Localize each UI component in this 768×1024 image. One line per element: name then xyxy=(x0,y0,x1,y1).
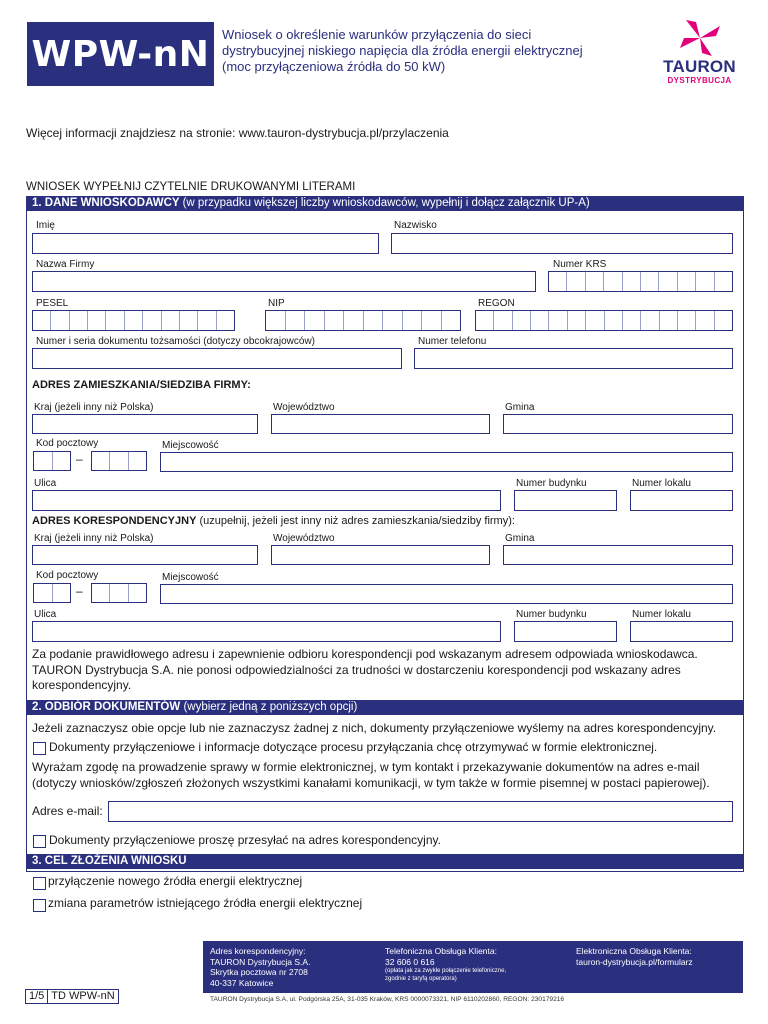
nazwa-firmy-label: Nazwa Firmy xyxy=(36,259,95,270)
section-1-title: 1. DANE WNIOSKODAWCY xyxy=(32,197,180,209)
form-title-line-1: Wniosek o określenie warunków przyłączenia do sieci xyxy=(222,27,532,42)
kod-pocztowy-part2[interactable] xyxy=(91,451,147,471)
kor-ulica-label: Ulica xyxy=(34,609,57,620)
section-2-title: 2. ODBIÓR DOKUMENTÓW xyxy=(32,701,181,713)
change-source-checkbox[interactable] xyxy=(33,899,46,912)
imie-input[interactable] xyxy=(32,233,379,254)
page-indicator xyxy=(25,989,119,1004)
footer-phone-note-1: (opłata jak za zwykłe połączenie telefoniczne, xyxy=(385,968,507,974)
kor-wojewodztwo-label: Województwo xyxy=(273,533,335,544)
ulica-label: Ulica xyxy=(34,478,57,489)
kor-kod-pocztowy-label: Kod pocztowy xyxy=(36,570,99,581)
nip-label: NIP xyxy=(268,298,285,309)
kod-pocztowy-part1[interactable] xyxy=(33,451,71,471)
kor-gmina-input[interactable] xyxy=(503,545,733,565)
miejscowosc-label: Miejscowość xyxy=(162,440,219,451)
form-title xyxy=(222,27,612,75)
form-title-line-2: dystrybucyjnej niskiego napięcia dla źródła energii elektrycznej xyxy=(222,43,583,58)
adres-korespondencyjny-note: (uzupełnij, jeżeli jest inny niż adres zamieszkania/siedziby firmy): xyxy=(199,515,515,527)
miejscowosc-input[interactable] xyxy=(160,452,733,472)
form-title-line-3: (moc przyłączeniowa źródła do 50 kW) xyxy=(222,59,446,74)
footer-address-line-3: 40-337 Katowice xyxy=(210,977,274,988)
kor-nr-lokalu-label: Numer lokalu xyxy=(632,609,691,620)
kor-kod-pocztowy-part1[interactable] xyxy=(33,583,71,603)
new-source-checkbox[interactable] xyxy=(33,877,46,890)
dokument-label: Numer i seria dokumentu tożsamości (dotyczy obcokrajowców) xyxy=(36,336,315,347)
footer-address-line-2: Skrytka pocztowa nr 2708 xyxy=(210,967,308,977)
nazwa-firmy-input[interactable] xyxy=(32,271,536,292)
section-3-title: 3. CEL ZŁOŻENIA WNIOSKU xyxy=(32,855,187,867)
electronic-docs-checkbox[interactable] xyxy=(33,742,46,755)
kor-kraj-label: Kraj (jeżeli inny niż Polska) xyxy=(34,533,154,544)
kor-kod-pocztowy-dash: – xyxy=(76,584,83,598)
nr-lokalu-input[interactable] xyxy=(630,490,733,511)
footer-phone xyxy=(385,946,506,983)
dokument-input[interactable] xyxy=(32,348,402,369)
kor-gmina-label: Gmina xyxy=(505,533,535,544)
footer-address-line-1: TAURON Dystrybucja S.A. xyxy=(210,956,311,967)
tauron-logo-icon xyxy=(676,18,724,58)
footer-address-title: Adres korespondencyjny: xyxy=(210,946,306,956)
footer-legal-text: TAURON Dystrybucja S.A, ul. Podgórska 25A, 31-035 Kraków, KRS 0000073321, NIP 6110202860, REGON: 230179216 xyxy=(210,996,565,1003)
nazwisko-label: Nazwisko xyxy=(394,220,437,231)
nr-budynku-label: Numer budynku xyxy=(516,478,587,489)
section-3-header xyxy=(26,854,744,869)
kraj-input[interactable] xyxy=(32,414,258,434)
kod-pocztowy-dash: – xyxy=(76,452,83,466)
adres-zamieszkania-heading: ADRES ZAMIESZKANIA/SIEDZIBA FIRMY: xyxy=(32,379,251,391)
nr-lokalu-label: Numer lokalu xyxy=(632,478,691,489)
pesel-label: PESEL xyxy=(36,298,69,309)
wojewodztwo-input[interactable] xyxy=(271,414,490,434)
section-1-header xyxy=(26,196,744,211)
gmina-input[interactable] xyxy=(503,414,733,434)
electronic-docs-label: Dokumenty przyłączeniowe i informacje dotyczące procesu przyłączania chcę otrzymywać w formie elektronicznej. xyxy=(49,740,658,754)
wojewodztwo-label: Województwo xyxy=(273,402,335,413)
kraj-label: Kraj (jeżeli inny niż Polska) xyxy=(34,402,154,413)
telefon-input[interactable] xyxy=(414,348,733,369)
kod-pocztowy-label: Kod pocztowy xyxy=(36,438,99,449)
info-link-text: Więcej informacji znajdziesz na stronie: www.tauron-dystrybucja.pl/przylaczenia xyxy=(26,126,449,140)
footer-web-url[interactable]: tauron-dystrybucja.pl/formularz xyxy=(576,956,693,967)
kor-nr-budynku-label: Numer budynku xyxy=(516,609,587,620)
kor-kod-pocztowy-part2[interactable] xyxy=(91,583,147,603)
footer-web-title: Elektroniczna Obsługa Klienta: xyxy=(576,946,692,956)
logo-subtitle: DYSTRYBUCJA xyxy=(667,76,732,85)
change-source-label: zmiana parametrów istniejącego źródła energii elektrycznej xyxy=(48,896,363,910)
kor-ulica-input[interactable] xyxy=(32,621,501,642)
kor-nr-lokalu-input[interactable] xyxy=(630,621,733,642)
nazwisko-input[interactable] xyxy=(391,233,733,254)
ulica-input[interactable] xyxy=(32,490,501,511)
telefon-label: Numer telefonu xyxy=(418,336,487,347)
imie-label: Imię xyxy=(36,220,55,231)
footer-web xyxy=(576,946,693,967)
section-2-intro: Jeżeli zaznaczysz obie opcje lub nie zaznaczysz żadnej z nich, dokumenty przyłączeniowe wyślemy na adres korespondencyjny. xyxy=(32,721,717,735)
email-input[interactable] xyxy=(108,801,733,822)
section-2-header xyxy=(26,700,744,715)
kor-nr-budynku-input[interactable] xyxy=(514,621,617,642)
adres-korespondencyjny-heading xyxy=(32,515,515,527)
kor-miejscowosc-input[interactable] xyxy=(160,584,733,604)
footer-contact-bar xyxy=(203,941,743,993)
pesel-input[interactable] xyxy=(32,310,235,331)
form-code-badge: WPW-nN xyxy=(27,22,214,86)
kor-miejscowosc-label: Miejscowość xyxy=(162,572,219,583)
footer-address xyxy=(210,946,310,988)
adres-korespondencyjny-title: ADRES KORESPONDENCYJNY xyxy=(32,515,197,527)
footer-phone-note-2: zgodnie z taryfą operatora) xyxy=(385,976,457,982)
postal-docs-checkbox[interactable] xyxy=(33,835,46,848)
nip-input[interactable] xyxy=(265,310,461,331)
fill-instruction: WNIOSEK WYPEŁNIJ CZYTELNIE DRUKOWANYMI LITERAMI xyxy=(26,181,356,193)
new-source-label: przyłączenie nowego źródła energii elektrycznej xyxy=(48,874,303,888)
logo-name: TAURON xyxy=(663,57,736,76)
electronic-consent-text: Wyrażam zgodę na prowadzenie sprawy w formie elektronicznej, w tym kontakt i przekazywanie dokumentów na adres e-mail (dotyczy wniosków/zgłoszeń złożonych wszystkimi kanałami komunikacji, w tym także w formie pisemnej w postaci papierowej). xyxy=(32,760,710,790)
section-2-note: (wybierz jedną z poniższych opcji) xyxy=(183,701,358,713)
nr-budynku-input[interactable] xyxy=(514,490,617,511)
page-number: 1/5 xyxy=(26,990,48,1003)
kor-wojewodztwo-input[interactable] xyxy=(271,545,490,565)
postal-docs-label: Dokumenty przyłączeniowe proszę przesyłać na adres korespondencyjny. xyxy=(49,833,441,847)
regon-label: REGON xyxy=(478,298,515,309)
footer-phone-title: Telefoniczna Obsługa Klienta: xyxy=(385,946,497,956)
krs-label: Numer KRS xyxy=(553,259,607,270)
kor-kraj-input[interactable] xyxy=(32,545,258,565)
regon-input[interactable] xyxy=(475,310,733,331)
email-label: Adres e-mail: xyxy=(32,804,103,818)
section-1-note: (w przypadku większej liczby wnioskodawców, wypełnij i dołącz załącznik UP-A) xyxy=(182,197,590,209)
document-code: TD WPW-nN xyxy=(51,990,115,1002)
address-disclaimer: Za podanie prawidłowego adresu i zapewnienie odbioru korespondencji pod wskazanym adresem odpowiada wnioskodawca. TAURON Dystrybucja S.A. nie ponosi odpowiedzialności za trudności w dostarczeniu korespondencji pod wskazany adres korespondencyjny. xyxy=(32,647,698,692)
krs-input[interactable] xyxy=(548,271,733,292)
footer-phone-number: 32 606 0 616 xyxy=(385,956,435,967)
gmina-label: Gmina xyxy=(505,402,535,413)
